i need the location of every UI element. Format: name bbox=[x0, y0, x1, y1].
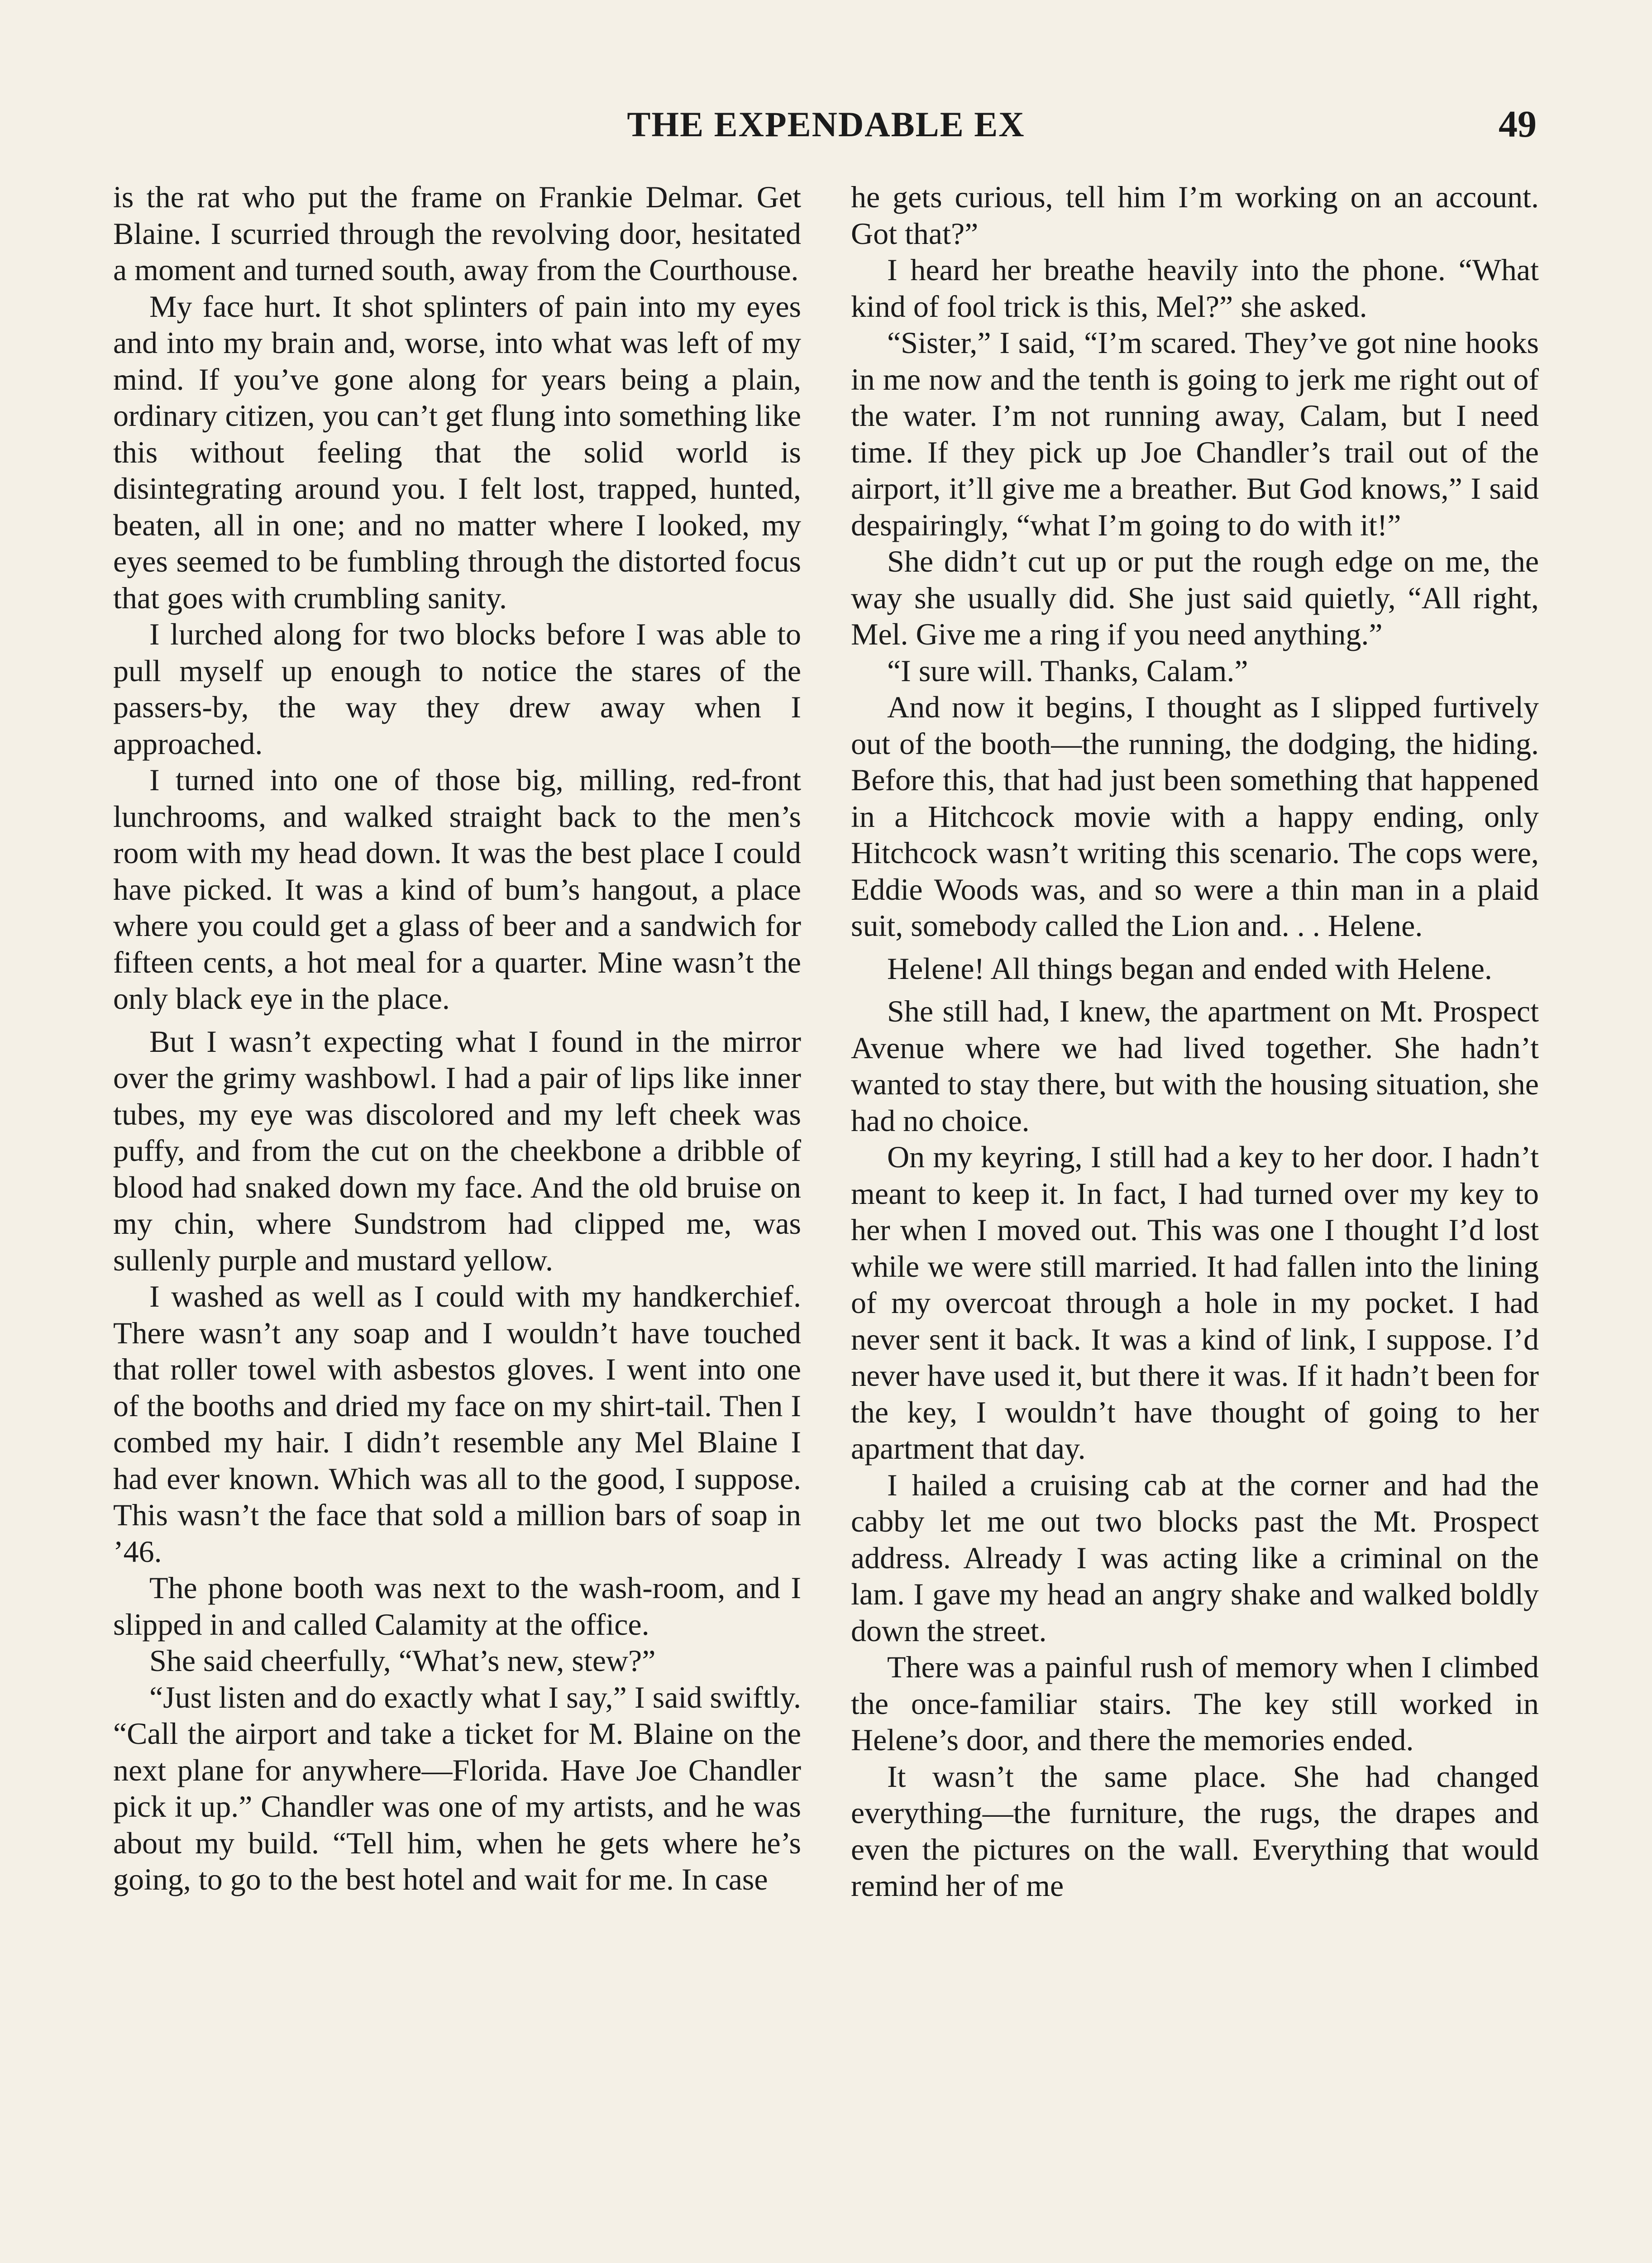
paragraph: The phone booth was next to the wash-room, and I slipped in and called Calamity at the office. bbox=[113, 1571, 801, 1642]
paragraph: My face hurt. It shot splinters of pain into my eyes and into my brain and, worse, into what was left of my mind. If you’ve gone along for years being a plain, ordinary citizen, you can’t get flung into something like this without feeling that the solid world is disintegrating around you. I felt lost, trapped, hunted, beaten, all in one; and no matter where I looked, my eyes seemed to be fumbling through the distorted focus that goes with crumbling sanity. bbox=[113, 289, 801, 615]
paragraph: I turned into one of those big, milling, red-front lunchrooms, and walked straight back to the men’s room with my head down. It was the best place I could have picked. It was a kind of bum’s hangout, a place where you could get a glass of beer and a sandwich for fifteen cents, a hot meal for a quarter. Mine wasn’t the only black eye in the place. bbox=[113, 763, 801, 1016]
page-number: 49 bbox=[1499, 103, 1537, 145]
paragraph: I heard her breathe heavily into the phone. “What kind of fool trick is this, Mel?” she asked. bbox=[851, 253, 1539, 324]
paragraph: Helene! All things began and ended with Helene. bbox=[887, 951, 1492, 986]
left-column bbox=[113, 179, 801, 1898]
running-title: THE EXPENDABLE EX bbox=[627, 105, 1025, 144]
paragraph: I washed as well as I could with my handkerchief. There wasn’t any soap and I wouldn’t have touched that roller towel with asbestos gloves. I went into one of the booths and dried my face on my shirt-tail. Then I combed my hair. I didn’t resemble any Mel Blaine I had ever known. Which was all to the good, I suppose. This wasn’t the face that sold a million bars of soap in ’46. bbox=[113, 1279, 801, 1569]
paragraph: is the rat who put the frame on Frankie Delmar. Get Blaine. I scurried through the revolving door, hesitated a moment and turned south, away from the Courthouse. bbox=[113, 180, 801, 287]
paragraph: She still had, I knew, the apartment on Mt. Prospect Avenue where we had lived together. She hadn’t wanted to stay there, but with the housing situation, she had no choice. bbox=[851, 994, 1539, 1138]
right-column bbox=[851, 179, 1539, 1904]
paragraph: She said cheerfully, “What’s new, stew?” bbox=[149, 1643, 656, 1678]
paragraph: I lurched along for two blocks before I was able to pull myself up enough to notice the stares of the passers-by, the way they drew away when I approached. bbox=[113, 617, 801, 761]
page-header bbox=[0, 100, 1652, 158]
paragraph: “Sister,” I said, “I’m scared. They’ve got nine hooks in me now and the tenth is going to jerk me right out of the water. I’m not running away, Calam, but I need time. If they pick up Joe Chandler’s trail out of the airport, it’ll give me a breather. But God knows,” I said despairingly, “what I’m going to do with it!” bbox=[851, 325, 1539, 542]
paragraph: But I wasn’t expecting what I found in the mirror over the grimy washbowl. I had a pair of lips like inner tubes, my eye was discolored and my left cheek was puffy, and from the cut on the cheekbone a dribble of blood had snaked down my face. And the old bruise on my chin, where Sundstrom had clipped me, was sullenly purple and mustard yellow. bbox=[113, 1024, 801, 1277]
paragraph: “Just listen and do exactly what I say,” I said swiftly. “Call the airport and take a ticket for M. Blaine on the next plane for anywhere—Florida. Have Joe Chandler pick it up.” Chandler was one of my artists, and he was about my build. “Tell him, when he gets where he’s going, to go to the best hotel and wait for me. In case bbox=[113, 1680, 801, 1896]
paragraph: he gets curious, tell him I’m working on an account. Got that?” bbox=[851, 180, 1539, 251]
paragraph: She didn’t cut up or put the rough edge on me, the way she usually did. She just said quietly, “All right, Mel. Give me a ring if you need anything.” bbox=[851, 544, 1539, 651]
paragraph: On my keyring, I still had a key to her door. I hadn’t meant to keep it. In fact, I had turned over my key to her when I moved out. This was one I thought I’d lost while we were still married. It had fallen into the lining of my overcoat through a hole in my pocket. I had never sent it back. It was a kind of link, I suppose. I’d never have used it, but there it was. If it hadn’t been for the key, I wouldn’t have thought of going to her apartment that day. bbox=[851, 1140, 1539, 1466]
paragraph: And now it begins, I thought as I slipped furtively out of the booth—the running, the dodging, the hiding. Before this, that had just been something that happened in a Hitchcock movie with a happy ending, only Hitchcock wasn’t writing this scenario. The cops were, Eddie Woods was, and so were a thin man in a plaid suit, somebody called the Lion and. . . Helene. bbox=[851, 690, 1539, 943]
paragraph: “I sure will. Thanks, Calam.” bbox=[887, 653, 1248, 688]
paragraph: I hailed a cruising cab at the corner and had the cabby let me out two blocks past the Mt. Prospect address. Already I was acting like a criminal on the lam. I gave my head an angry shake and walked boldly down the street. bbox=[851, 1467, 1539, 1648]
paragraph: It wasn’t the same place. She had changed everything—the furniture, the rugs, the drapes and even the pictures on the wall. Everything that would remind her of me bbox=[851, 1759, 1539, 1903]
paragraph: There was a painful rush of memory when I climbed the once-familiar stairs. The key still worked in Helene’s door, and there the memories ended. bbox=[851, 1650, 1539, 1757]
